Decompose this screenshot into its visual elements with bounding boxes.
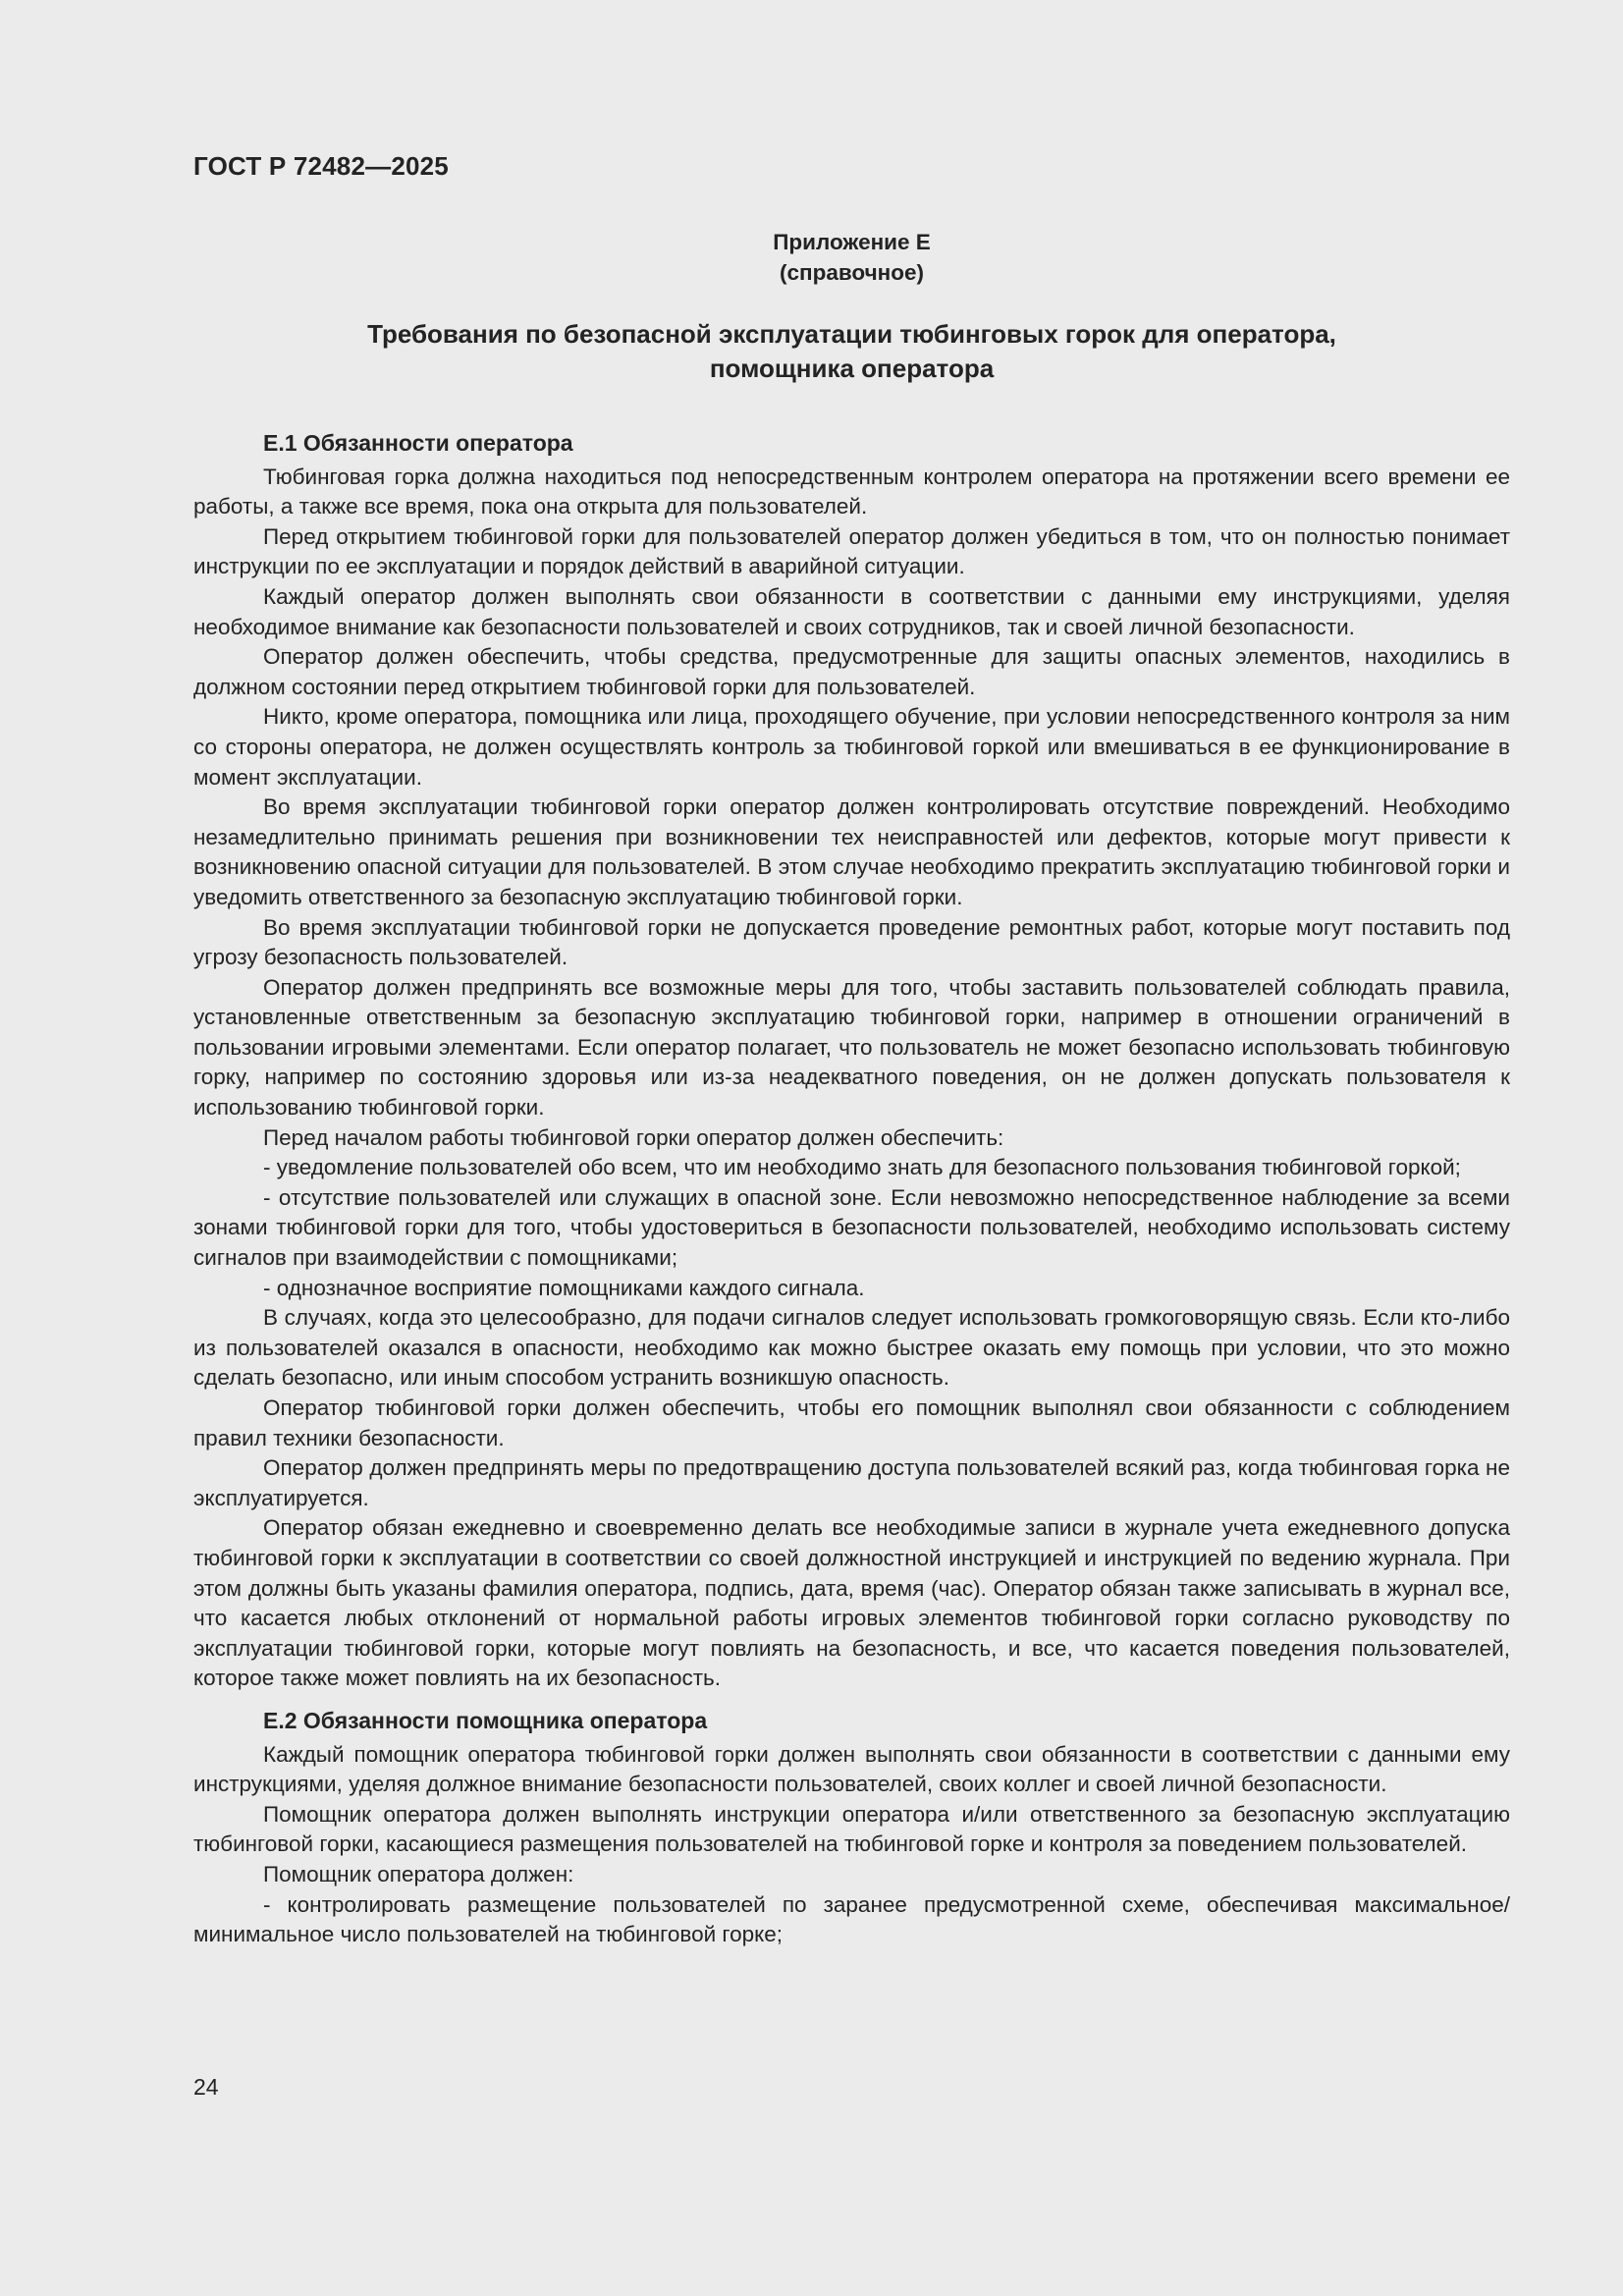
section-heading-e2: Е.2 Обязанности помощника оператора	[263, 1707, 708, 1733]
paragraph: Каждый помощник оператора тюбинговой горки должен выполнять свои обязанности в соответствии с данными ему инструкциями, уделяя должное внимание безопасности пользователей, своих коллег и своей личной безопасности.	[193, 1741, 1510, 1797]
list-item: - контролировать размещение пользователей по заранее предусмотренной схеме, обеспечивая максимальное/минимальное число пользователей на тюбинговой горке;	[193, 1891, 1510, 1947]
title-line-1: Требования по безопасной эксплуатации тюбинговых горок для оператора,	[367, 319, 1336, 349]
list-item: - однозначное восприятие помощниками каждого сигнала.	[263, 1275, 865, 1300]
appendix-type: (справочное)	[780, 260, 924, 285]
section-heading-e1: Е.1 Обязанности оператора	[263, 430, 573, 456]
paragraph: Оператор должен предпринять все возможные меры для того, чтобы заставить пользователей соблюдать правила, установленные ответственным за безопасную эксплуатацию тюбинговой горки, например в отношении ограничений в пользовании игровыми элементами. Если оператор полагает, что пользователь не может безопасно использовать тюбинговую горку, например по состоянию здоровья или из-за неадекватного поведения, он не должен допускать пользователя к использованию тюбинговой горки.	[193, 974, 1510, 1121]
paragraph: Помощник оператора должен выполнять инструкции оператора и/или ответственного за безопасную эксплуатацию тюбинговой горки, касающиеся размещения пользователей на тюбинговой горке и контроля за поведением пользователей.	[193, 1801, 1510, 1857]
paragraph: Во время эксплуатации тюбинговой горки оператор должен контролировать отсутствие повреждений. Необходимо незамедлительно принимать решения при возникновении тех неисправностей или дефектов, которые могут привести к возникновению опасной ситуации для пользователей. В этом случае необходимо прекратить эксплуатацию тюбинговой горки и уведомить ответственного за безопасную эксплуатацию тюбинговой горки.	[193, 794, 1510, 909]
paragraph: Оператор тюбинговой горки должен обеспечить, чтобы его помощник выполнял свои обязанности с соблюдением правил техники безопасности.	[193, 1395, 1510, 1450]
paragraph: Помощник оператора должен:	[263, 1861, 574, 1886]
list-item: - уведомление пользователей обо всем, что им необходимо знать для безопасного пользования тюбинговой горкой;	[263, 1155, 1461, 1180]
paragraph: Тюбинговая горка должна находиться под непосредственным контролем оператора на протяжении всего времени ее работы, а также все время, пока она открыта для пользователей.	[193, 464, 1510, 519]
page-number: 24	[193, 2074, 219, 2100]
paragraph: Оператор должен предпринять меры по предотвращению доступа пользователей всякий раз, когда тюбинговая горка не эксплуатируется.	[193, 1455, 1510, 1510]
document-code: ГОСТ Р 72482—2025	[193, 151, 449, 181]
paragraph: Перед открытием тюбинговой горки для пользователей оператор должен убедиться в том, что он полностью понимает инструкции по ее эксплуатации и порядок действий в аварийной ситуации.	[193, 523, 1510, 579]
document-body	[193, 428, 1510, 1950]
appendix-label: Приложение Е	[773, 230, 931, 254]
appendix-heading	[193, 227, 1510, 288]
page-title	[193, 317, 1510, 386]
paragraph: Каждый оператор должен выполнять свои обязанности в соответствии с данными ему инструкциями, уделяя необходимое внимание как безопасности пользователей и своих сотрудников, так и своей личной безопасности.	[193, 583, 1510, 639]
paragraph: Никто, кроме оператора, помощника или лица, проходящего обучение, при условии непосредственного контроля за ним со стороны оператора, не должен осуществлять контроль за тюбинговой горкой или вмешиваться в ее функционирование в момент эксплуатации.	[193, 704, 1510, 790]
paragraph: Во время эксплуатации тюбинговой горки не допускается проведение ремонтных работ, которые могут поставить под угрозу безопасность пользователей.	[193, 914, 1510, 970]
paragraph: Оператор должен обеспечить, чтобы средства, предусмотренные для защиты опасных элементов, находились в должном состоянии перед открытием тюбинговой горки для пользователей.	[193, 644, 1510, 699]
paragraph: В случаях, когда это целесообразно, для подачи сигналов следует использовать громкоговорящую связь. Если кто-либо из пользователей оказался в опасности, необходимо как можно быстрее оказать ему помощь при условии, что это можно сделать безопасно, или иным способом устранить возникшую опасность.	[193, 1305, 1510, 1391]
paragraph: Оператор обязан ежедневно и своевременно делать все необходимые записи в журнале учета ежедневного допуска тюбинговой горки к эксплуатации в соответствии со своей должностной инструкцией и инструкцией по ведению журнала. При этом должны быть указаны фамилия оператора, подпись, дата, время (час). Оператор обязан также записывать в журнал все, что касается любых отклонений от нормальной работы игровых элементов тюбинговой горки согласно руководству по эксплуатации тюбинговой горки, которые могут повлиять на безопасность, и все, что касается поведения пользователей, которое также может повлиять на их безопасность.	[193, 1515, 1510, 1691]
title-line-2: помощника оператора	[709, 354, 995, 383]
paragraph: Перед началом работы тюбинговой горки оператор должен обеспечить:	[263, 1124, 1004, 1150]
list-item: - отсутствие пользователей или служащих в опасной зоне. Если невозможно непосредственное наблюдение за всеми зонами тюбинговой горки для того, чтобы удостовериться в безопасности пользователей, необходимо использовать систему сигналов при взаимодействии с помощниками;	[193, 1184, 1510, 1271]
